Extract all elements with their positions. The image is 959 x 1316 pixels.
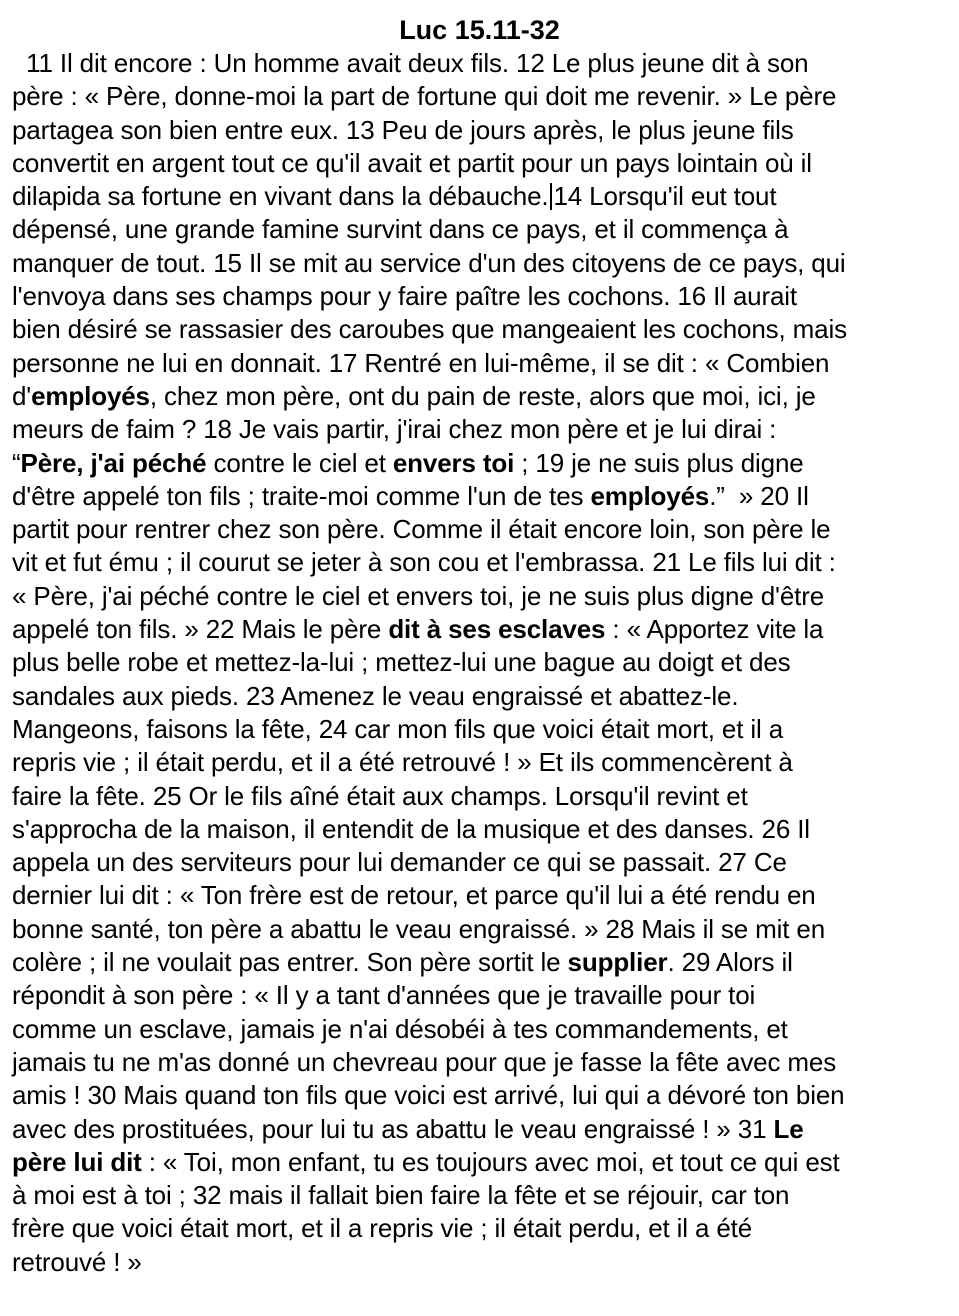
text-span: d'être appelé ton fils ; traite-moi comme l'un de tes bbox=[12, 480, 591, 511]
text-line bbox=[12, 846, 952, 879]
text-span: : « Toi, mon enfant, tu es toujours avec moi, et tout ce qui est bbox=[141, 1146, 840, 1177]
bold-text-span: supplier bbox=[567, 947, 668, 978]
text-span: à moi est à toi ; 32 mais il fallait bien faire la fête et se réjouir, car ton bbox=[12, 1180, 790, 1211]
text-span: comme un esclave, jamais je n'ai désobéi à tes commandements, et bbox=[12, 1013, 788, 1044]
text-line bbox=[12, 213, 952, 246]
text-span: appelé ton fils. » 22 Mais le père bbox=[12, 614, 389, 645]
text-line bbox=[12, 680, 952, 713]
text-span: d' bbox=[12, 380, 32, 411]
bold-text-span: employés bbox=[31, 380, 150, 411]
text-line bbox=[12, 1013, 952, 1046]
text-span: .” » 20 Il bbox=[709, 480, 809, 511]
text-line bbox=[12, 713, 952, 746]
text-span: “ bbox=[12, 447, 21, 478]
text-line bbox=[12, 580, 952, 613]
text-span: avec des prostituées, pour lui tu as abattu le veau engraissé ! » 31 bbox=[12, 1113, 774, 1144]
text-line bbox=[12, 1046, 952, 1079]
text-line bbox=[12, 746, 952, 779]
text-line bbox=[12, 247, 952, 280]
bold-text-span: employés bbox=[590, 480, 710, 511]
text-span: dernier lui dit : « Ton frère est de retour, et parce qu'il lui a été rendu en bbox=[12, 880, 816, 911]
text-line bbox=[12, 646, 952, 679]
text-span: partagea son bien entre eux. 13 Peu de jours après, le plus jeune fils bbox=[12, 114, 794, 145]
text-span: manquer de tout. 15 Il se mit au service d'un des citoyens de ce pays, qui bbox=[12, 247, 846, 278]
text-span: colère ; il ne voulait pas entrer. Son père sortit le bbox=[12, 947, 568, 978]
text-line bbox=[12, 879, 952, 912]
text-span: : « Apportez vite la bbox=[605, 614, 824, 645]
text-span: 11 Il dit encore : Un homme avait deux fils. 12 Le plus jeune dit à son bbox=[12, 48, 809, 78]
text-line bbox=[12, 1113, 952, 1146]
text-span: appela un des serviteurs pour lui demander ce qui se passait. 27 Ce bbox=[12, 847, 787, 878]
text-line bbox=[12, 613, 952, 646]
text-span: répondit à son père : « Il y a tant d'années que je travaille pour toi bbox=[12, 980, 756, 1011]
text-line bbox=[12, 1146, 952, 1179]
text-line bbox=[12, 513, 952, 546]
text-line bbox=[12, 1212, 952, 1245]
text-line bbox=[12, 347, 952, 380]
bold-text-span: père lui dit bbox=[12, 1146, 142, 1177]
text-line bbox=[12, 80, 952, 113]
text-span: l'envoya dans ses champs pour y faire paître les cochons. 16 Il aurait bbox=[12, 281, 798, 312]
text-span: . 29 Alors il bbox=[667, 947, 793, 978]
text-line bbox=[12, 1246, 952, 1279]
passage-text[interactable] bbox=[12, 47, 952, 1279]
text-span: bien désiré se rassasier des caroubes que mangeaient les cochons, mais bbox=[12, 314, 847, 345]
text-line bbox=[12, 1179, 952, 1212]
bold-text-span: Le bbox=[773, 1113, 804, 1144]
text-span: 14 Lorsqu'il eut tout bbox=[553, 181, 777, 212]
text-line bbox=[12, 546, 952, 579]
page-title: Luc 15.11-32 bbox=[399, 15, 560, 45]
text-span: convertit en argent tout ce qu'il avait et partit pour un pays lointain où il bbox=[12, 147, 812, 178]
bold-text-span: envers toi bbox=[392, 447, 515, 478]
text-span: dilapida sa fortune en vivant dans la débauche. bbox=[12, 181, 549, 212]
text-line bbox=[12, 447, 952, 480]
text-span: s'approcha de la maison, il entendit de la musique et des danses. 26 Il bbox=[12, 813, 810, 844]
text-line bbox=[12, 480, 952, 513]
text-span: repris vie ; il était perdu, et il a été retrouvé ! » Et ils commencèrent à bbox=[12, 747, 793, 778]
text-span: Mangeons, faisons la fête, 24 car mon fils que voici était mort, et il a bbox=[12, 713, 784, 744]
text-span: « Père, j'ai péché contre le ciel et envers toi, je ne suis plus digne d'être bbox=[12, 580, 825, 611]
text-span: plus belle robe et mettez-la-lui ; mettez-lui une bague au doigt et des bbox=[12, 647, 791, 678]
text-line bbox=[12, 946, 952, 979]
text-span: jamais tu ne m'as donné un chevreau pour que je fasse la fête avec mes bbox=[12, 1046, 837, 1077]
text-line bbox=[12, 413, 952, 446]
text-line bbox=[12, 813, 952, 846]
text-span: amis ! 30 Mais quand ton fils que voici est arrivé, lui qui a dévoré ton bien bbox=[12, 1080, 845, 1111]
text-line bbox=[12, 780, 952, 813]
bold-text-span: dit à ses esclaves bbox=[388, 614, 606, 645]
text-line bbox=[12, 313, 952, 346]
text-span: frère que voici était mort, et il a repris vie ; il était perdu, et il a été bbox=[12, 1213, 753, 1244]
text-span: bonne santé, ton père a abattu le veau engraissé. » 28 Mais il se mit en bbox=[12, 913, 826, 944]
bold-text-span: Père, j'ai péché bbox=[20, 447, 207, 478]
text-span: contre le ciel et bbox=[206, 447, 393, 478]
text-line bbox=[12, 1079, 952, 1112]
text-span: sandales aux pieds. 23 Amenez le veau engraissé et abattez-le. bbox=[12, 680, 739, 711]
text-span: meurs de faim ? 18 Je vais partir, j'irai chez mon père et je lui dirai : bbox=[12, 414, 777, 445]
text-span: partit pour rentrer chez son père. Comme il était encore loin, son père le bbox=[12, 514, 831, 545]
text-line bbox=[12, 280, 952, 313]
text-span: , chez mon père, ont du pain de reste, alors que moi, ici, je bbox=[149, 380, 816, 411]
text-span: père : « Père, donne-moi la part de fortune qui doit me revenir. » Le père bbox=[12, 81, 837, 112]
text-line bbox=[12, 114, 952, 147]
text-span: vit et fut ému ; il courut se jeter à son cou et l'embrassa. 21 Le fils lui dit : bbox=[12, 547, 836, 578]
text-line bbox=[12, 979, 952, 1012]
text-line bbox=[12, 180, 952, 213]
text-span: retrouvé ! » bbox=[12, 1246, 142, 1277]
text-line bbox=[12, 913, 952, 946]
text-span: personne ne lui en donnait. 17 Rentré en lui-même, il se dit : « Combien bbox=[12, 347, 830, 378]
text-line bbox=[12, 47, 952, 80]
text-line bbox=[12, 147, 952, 180]
text-line bbox=[12, 380, 952, 413]
text-span: faire la fête. 25 Or le fils aîné était aux champs. Lorsqu'il revint et bbox=[12, 780, 748, 811]
text-span: dépensé, une grande famine survint dans ce pays, et il commença à bbox=[12, 214, 789, 245]
text-span: ; 19 je ne suis plus digne bbox=[514, 447, 804, 478]
